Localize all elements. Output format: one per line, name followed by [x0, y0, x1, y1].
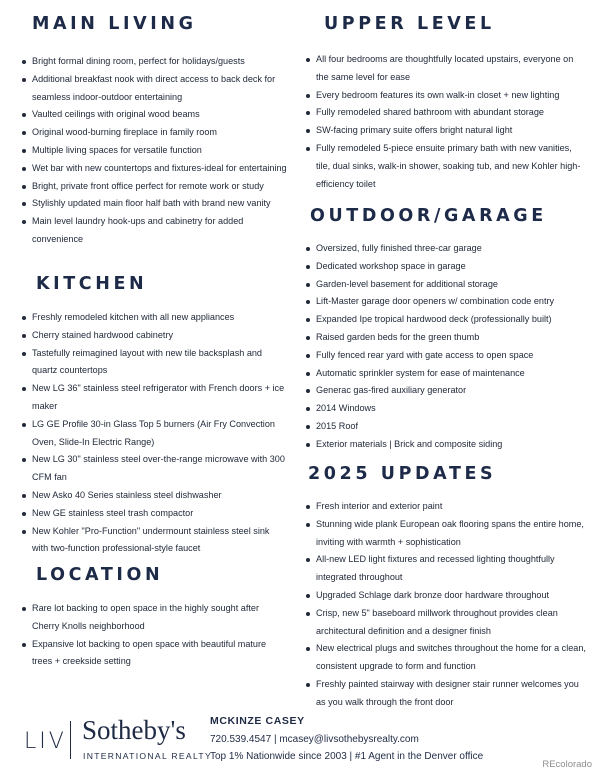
list-item: Fresh interior and exterior paint: [306, 498, 586, 516]
list-item: Dedicated workshop space in garage: [306, 258, 586, 276]
list-item: New Kohler "Pro-Function" undermount stainless steel sink with two-function professional-style faucet: [22, 523, 288, 559]
list-item: Bright formal dining room, perfect for holidays/guests: [22, 53, 288, 71]
list-item: Original wood-burning fireplace in family room: [22, 124, 288, 142]
section-title-outdoor-garage: OUTDOOR/GARAGE: [310, 206, 547, 226]
list-item: 2015 Roof: [306, 418, 586, 436]
list-item: Upgraded Schlage dark bronze door hardware throughout: [306, 587, 586, 605]
list-item: Raised garden beds for the green thumb: [306, 329, 586, 347]
list-item: All-new LED light fixtures and recessed lighting thoughtfully integrated throughout: [306, 551, 586, 587]
list-item: Vaulted ceilings with original wood beams: [22, 106, 288, 124]
list-item: Main level laundry hook-ups and cabinetry for added convenience: [22, 213, 288, 249]
list-item: Multiple living spaces for versatile function: [22, 142, 288, 160]
list-item: SW-facing primary suite offers bright natural light: [306, 122, 586, 140]
list-item: Expanded Ipe tropical hardwood deck (professionally built): [306, 311, 586, 329]
agent-tagline: Top 1% Nationwide since 2003 | #1 Agent in the Denver office: [210, 751, 484, 762]
sothebys-logo-subtitle: INTERNATIONAL REALTY: [83, 751, 212, 761]
liv-logo: LIV: [24, 729, 67, 754]
list-item: Tastefully reimagined layout with new tile backsplash and quartz countertops: [22, 345, 288, 381]
list-item: Freshly remodeled kitchen with all new appliances: [22, 309, 288, 327]
list-item: All four bedrooms are thoughtfully located upstairs, everyone on the same level for ease: [306, 51, 586, 87]
section-title-2025-updates: 2025 UPDATES: [308, 464, 497, 484]
list-item: Automatic sprinkler system for ease of maintenance: [306, 365, 586, 383]
list-item: Every bedroom features its own walk-in closet + new lighting: [306, 87, 586, 105]
list-item: LG GE Profile 30-in Glass Top 5 burners (Air Fry Convection Oven, Slide-In Electric Range): [22, 416, 288, 452]
list-item: Crisp, new 5" baseboard millwork throughout provides clean architectural definition and a designer finish: [306, 605, 586, 641]
list-item: Cherry stained hardwood cabinetry: [22, 327, 288, 345]
agent-contact: 720.539.4547 | mcasey@livsothebysrealty.com: [210, 734, 419, 745]
section-title-kitchen: KITCHEN: [36, 274, 148, 294]
footer: [0, 705, 600, 776]
list-item: New LG 30" stainless steel over-the-range microwave with 300 CFM fan: [22, 451, 288, 487]
mls-watermark: REcolorado: [542, 759, 592, 770]
agent-name: MCKINZE CASEY: [210, 715, 305, 727]
list-item: Fully fenced rear yard with gate access to open space: [306, 347, 586, 365]
kitchen-list: [22, 309, 288, 558]
list-item: Lift-Master garage door openers w/ combination code entry: [306, 293, 586, 311]
list-item: Additional breakfast nook with direct access to back deck for seamless indoor-outdoor entertaining: [22, 71, 288, 107]
section-title-location: LOCATION: [36, 565, 164, 585]
list-item: New Asko 40 Series stainless steel dishwasher: [22, 487, 288, 505]
list-item: Stylishly updated main floor half bath with brand new vanity: [22, 195, 288, 213]
list-item: New GE stainless steel trash compactor: [22, 505, 288, 523]
list-item: Fully remodeled shared bathroom with abundant storage: [306, 104, 586, 122]
main-living-list: [22, 53, 288, 249]
updates-2025-list: [306, 498, 586, 712]
section-title-upper-level: UPPER LEVEL: [324, 14, 495, 34]
list-item: Stunning wide plank European oak flooring spans the entire home, inviting with warmth + sophistication: [306, 516, 586, 552]
sothebys-logo: Sotheby's: [82, 715, 186, 745]
list-item: Exterior materials | Brick and composite siding: [306, 436, 586, 454]
logo-divider: [70, 721, 71, 759]
list-item: Rare lot backing to open space in the highly sought after Cherry Knolls neighborhood: [22, 600, 288, 636]
list-item: Expansive lot backing to open space with beautiful mature trees + creekside setting: [22, 636, 288, 672]
list-item: 2014 Windows: [306, 400, 586, 418]
upper-level-list: [306, 51, 586, 193]
location-list: [22, 600, 288, 671]
list-item: Fully remodeled 5-piece ensuite primary bath with new vanities, tile, dual sinks, walk-in shower, soaking tub, and new Kohler high-efficiency toilet: [306, 140, 586, 193]
list-item: Generac gas-fired auxiliary generator: [306, 382, 586, 400]
list-item: Oversized, fully finished three-car garage: [306, 240, 586, 258]
list-item: Garden-level basement for additional storage: [306, 276, 586, 294]
section-title-main-living: MAIN LIVING: [32, 14, 197, 34]
list-item: Freshly painted stairway with designer stair runner welcomes you as you walk through the front door: [306, 676, 586, 712]
list-item: Bright, private front office perfect for remote work or study: [22, 178, 288, 196]
list-item: New electrical plugs and switches throughout the home for a clean, consistent upgrade to form and function: [306, 640, 586, 676]
list-item: Wet bar with new countertops and fixtures-ideal for entertaining: [22, 160, 288, 178]
outdoor-garage-list: [306, 240, 586, 454]
list-item: New LG 36" stainless steel refrigerator with French doors + ice maker: [22, 380, 288, 416]
